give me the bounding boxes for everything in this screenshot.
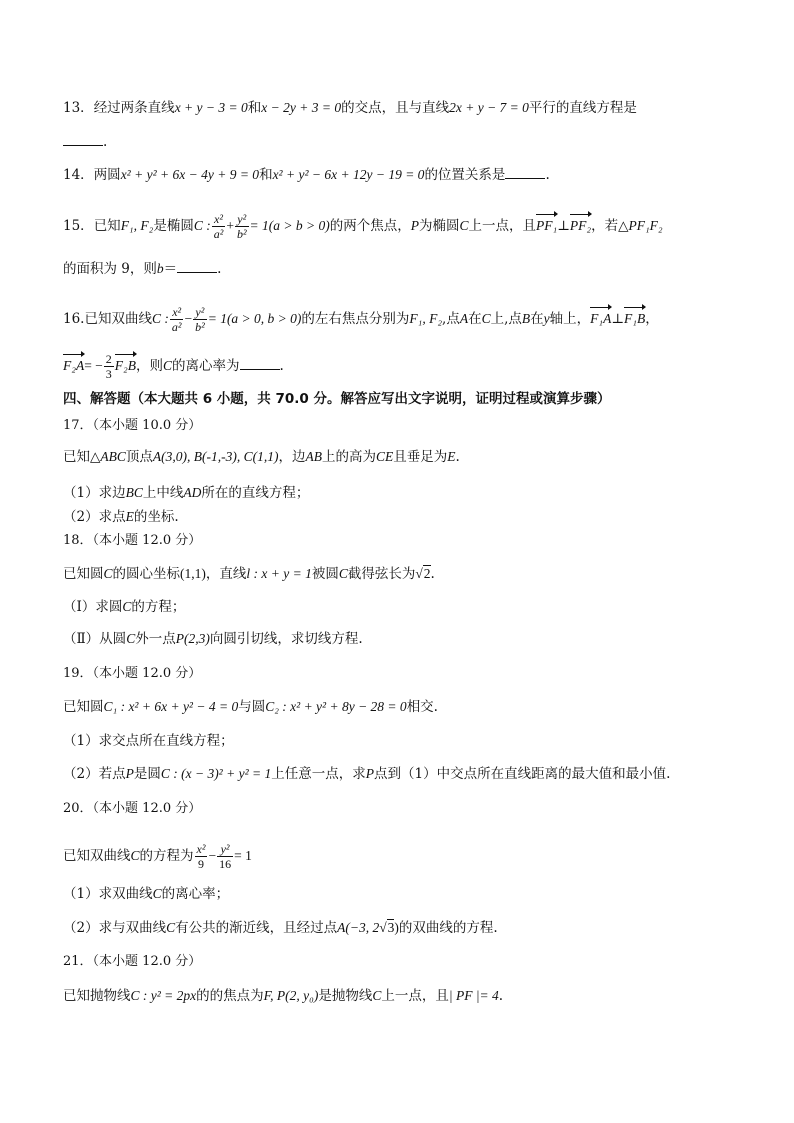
math-expr: x² + y² − 6x + 12y − 19 = 0: [272, 167, 425, 182]
question-21: [63, 987, 763, 1005]
text: 已知圆: [63, 566, 104, 582]
question-number: 13．: [63, 100, 94, 116]
text: （2）求点: [63, 509, 126, 525]
text: 上一点，且: [381, 988, 449, 1004]
question-19-part-1: （1）求交点所在直线方程；: [63, 733, 234, 749]
math-expr: | PF |= 4: [448, 988, 499, 1003]
math-expr: C₂ : x² + y² + 8y − 28 = 0: [265, 699, 407, 714]
math-expr: B: [521, 311, 531, 326]
fraction: [195, 842, 208, 871]
math-expr: A(3,0), B(-1,-3), C(1,1): [152, 449, 279, 464]
math-expr: P(2,3): [175, 631, 210, 646]
question-13: [63, 99, 763, 117]
fraction: [193, 305, 207, 334]
text: 的圆心坐标: [112, 566, 181, 582]
question-17-part-2: [63, 508, 763, 526]
text: （Ⅰ）求圆: [63, 599, 123, 615]
text: 的方程；: [131, 599, 186, 615]
math-expr: A(−3, 2: [337, 920, 380, 935]
numerator: x²: [212, 212, 226, 227]
math-expr: E: [125, 509, 134, 524]
text: ,点: [442, 311, 460, 327]
text: 点到（1）中交点所在直线距离的最大值和最小值.: [374, 766, 671, 782]
text: 有公共的渐近线，且经过点: [175, 920, 338, 936]
text: 上任意一点，求: [271, 766, 366, 782]
text: .: [103, 134, 108, 150]
text: 和: [247, 100, 262, 116]
question-14: [63, 166, 763, 184]
text: 是椭圆: [153, 218, 194, 234]
question-18-header: 18．（本小题 12.0 分）: [63, 533, 202, 548]
section-heading: 四、解答题（本大题共 6 小题，共 70.0 分。解答应写出文字说明，证明过程或演算步骤）: [63, 391, 611, 407]
math-expr: C: [162, 358, 172, 373]
text: 和: [259, 167, 273, 183]
question-13-answer-line: [63, 133, 763, 151]
question-15-cont: [63, 260, 763, 278]
text: ，: [645, 311, 659, 327]
text: 外一点: [135, 631, 176, 647]
math-expr: C :: [151, 311, 169, 326]
question-20-part-2: [63, 919, 763, 937]
text: 在: [468, 311, 482, 327]
text: 的交点，且与直线: [341, 100, 450, 116]
text: ，直线: [205, 566, 247, 582]
text: 的的焦点为: [196, 988, 264, 1004]
question-17-header: 17．（本小题 10.0 分）: [63, 418, 202, 433]
question-number: 15．: [63, 218, 94, 234]
text: 已知抛物线: [63, 988, 131, 1004]
math-expr: C: [103, 566, 113, 581]
math-expr: C: [372, 988, 382, 1003]
text: 轴上，: [549, 311, 591, 327]
text: 相交.: [406, 699, 438, 715]
fraction: [235, 212, 249, 241]
question-20: [63, 842, 763, 871]
sqrt-symbol: √: [379, 920, 387, 935]
text: .: [455, 449, 460, 465]
text: （1）求边: [63, 485, 126, 501]
math-expr: C : (x − 3)² + y² = 1: [160, 766, 272, 781]
math-expr: AB: [305, 449, 322, 464]
text: 的位置关系是: [424, 167, 506, 183]
numerator: 2: [105, 352, 112, 366]
math-expr: F₁, F₂: [120, 218, 154, 233]
question-20-part-1: [63, 885, 763, 903]
question-18-part-2: [63, 630, 763, 648]
text: 的离心率；: [161, 886, 230, 902]
text: 的面积为 9，则: [63, 261, 157, 277]
math-expr: △PF₁F₂: [618, 218, 663, 233]
math-expr: P: [125, 766, 134, 781]
text: 的方程为: [139, 848, 194, 864]
answer-blank[interactable]: [240, 357, 280, 370]
text: （2）求与双曲线: [63, 920, 167, 936]
math-expr: C: [481, 311, 491, 326]
vector: F₂B: [114, 358, 136, 373]
math-expr: C : y² = 2px: [130, 988, 197, 1003]
math-expr: = 1: [234, 848, 252, 863]
math-expr: x − 2y + 3 = 0: [261, 100, 342, 115]
question-19: [63, 698, 763, 716]
math-expr: △ABC: [90, 449, 126, 464]
text: 所在的直线方程；: [201, 485, 310, 501]
question-15: [63, 212, 763, 241]
fraction: [217, 842, 233, 871]
denominator: 16: [219, 857, 232, 871]
denominator: a²: [171, 320, 182, 334]
vector: F₂A: [63, 358, 85, 373]
text: 向圆引切线，求切线方程.: [209, 631, 363, 647]
math-expr: b: [156, 261, 164, 276]
text: 与圆: [238, 699, 266, 715]
text: 上的高为: [321, 449, 376, 465]
math-expr: P: [365, 766, 374, 781]
text: 已知双曲线: [84, 311, 152, 327]
text: 平行的直线方程是: [528, 100, 637, 116]
text: ＝: [163, 261, 178, 277]
denominator: b²: [236, 227, 247, 241]
math-expr: l : x + y = 1: [246, 566, 312, 581]
text: 已知双曲线: [63, 848, 131, 864]
math-expr: CE: [375, 449, 394, 464]
text: .: [545, 167, 550, 183]
question-number: 14．: [63, 167, 94, 183]
text: 的坐标.: [133, 509, 179, 525]
text: 的离心率为: [172, 358, 240, 374]
text: ，则: [135, 358, 163, 374]
denominator: 9: [197, 857, 204, 871]
numerator: y²: [235, 212, 249, 227]
numerator: y²: [217, 842, 233, 857]
text: 已知: [93, 218, 121, 234]
answer-blank[interactable]: [505, 166, 545, 179]
math-expr: F, P(2, y₀): [263, 988, 319, 1003]
text: 的左右焦点分别为: [301, 311, 410, 327]
sqrt-radicand: 2: [423, 566, 431, 581]
math-expr: C: [459, 218, 469, 233]
text: 的两个焦点，: [329, 218, 411, 234]
vector: F₁A: [590, 311, 612, 326]
text: 上一点，且: [468, 218, 537, 234]
math-expr: (1,1): [180, 566, 206, 581]
math-expr: P: [410, 218, 419, 233]
operator: −: [184, 311, 193, 326]
text: 在: [530, 311, 544, 327]
math-expr: C: [166, 920, 176, 935]
math-expr: 2x + y − 7 = 0: [449, 100, 529, 115]
fraction: [104, 352, 114, 381]
operator: = −: [84, 358, 103, 373]
fraction: [212, 212, 226, 241]
answer-blank[interactable]: [63, 133, 103, 146]
math-expr: y: [543, 311, 550, 326]
question-17-part-1: [63, 484, 763, 502]
text: ，若: [591, 218, 619, 234]
math-expr: E: [447, 449, 456, 464]
vector: PF₁: [536, 218, 558, 233]
text: 上中线: [142, 485, 184, 501]
math-expr: AD: [183, 485, 202, 500]
text: （2）若点: [63, 766, 126, 782]
sqrt-symbol: √: [415, 566, 423, 581]
text: 是圆: [133, 766, 161, 782]
text: 且垂足为: [393, 449, 448, 465]
text: 截得弦长为: [347, 566, 416, 582]
question-19-part-2: [63, 765, 763, 783]
operator: ⊥: [557, 218, 570, 233]
math-expr: C₁ : x² + 6x + y² − 4 = 0: [103, 699, 239, 714]
operator: +: [226, 218, 234, 233]
question-16: [63, 305, 763, 334]
text: .: [430, 566, 435, 582]
text: .: [279, 358, 284, 374]
math-expr: C: [126, 631, 136, 646]
math-expr: = 1(a > b > 0): [249, 218, 330, 233]
numerator: x²: [196, 842, 206, 856]
math-expr: A: [459, 311, 469, 326]
operator: ⊥: [611, 311, 625, 326]
vector: PF₂: [569, 218, 592, 233]
question-19-header: 19．（本小题 12.0 分）: [63, 666, 202, 681]
question-20-header: 20．（本小题 12.0 分）: [63, 801, 202, 816]
text: 为椭圆: [419, 218, 460, 234]
text: （Ⅱ）从圆: [63, 631, 127, 647]
text: 两圆: [93, 167, 121, 183]
text: 已知圆: [63, 699, 104, 715]
math-expr: C: [122, 599, 132, 614]
text: （1）求双曲线: [63, 886, 153, 902]
sqrt-radicand: 3: [387, 920, 395, 935]
text: 被圆: [311, 566, 339, 582]
math-expr: C: [152, 886, 162, 901]
math-expr: F₁, F₂: [409, 311, 443, 326]
question-18: [63, 565, 763, 583]
math-expr: ): [394, 920, 399, 935]
question-21-header: 21．（本小题 12.0 分）: [63, 954, 202, 969]
operator: −: [208, 848, 217, 863]
text: 顶点: [125, 449, 153, 465]
text: 上,点: [490, 311, 522, 327]
text: 是抛物线: [318, 988, 373, 1004]
numerator: y²: [193, 305, 207, 320]
text: .: [217, 261, 222, 277]
math-expr: C: [130, 848, 140, 863]
text: ，边: [278, 449, 306, 465]
text: .: [498, 988, 504, 1004]
question-16-cont: [63, 352, 763, 381]
text: 经过两条直线: [93, 100, 175, 116]
question-18-part-1: [63, 598, 763, 616]
math-expr: x² + y² + 6x − 4y + 9 = 0: [120, 167, 260, 182]
math-expr: C :: [193, 218, 211, 233]
question-number: 16.: [63, 311, 85, 327]
vector: F₁B: [624, 311, 646, 326]
text: 的双曲线的方程.: [398, 920, 498, 936]
math-expr: = 1(a > 0, b > 0): [207, 311, 302, 326]
denominator: b²: [195, 320, 205, 334]
question-17: [63, 448, 763, 466]
math-expr: BC: [125, 485, 143, 500]
denominator: 3: [105, 367, 112, 381]
denominator: a²: [213, 227, 224, 241]
answer-blank[interactable]: [177, 260, 217, 273]
math-expr: C: [338, 566, 348, 581]
text: 已知: [63, 449, 90, 465]
numerator: x²: [170, 305, 184, 320]
fraction: [170, 305, 184, 334]
math-expr: x + y − 3 = 0: [174, 100, 248, 115]
